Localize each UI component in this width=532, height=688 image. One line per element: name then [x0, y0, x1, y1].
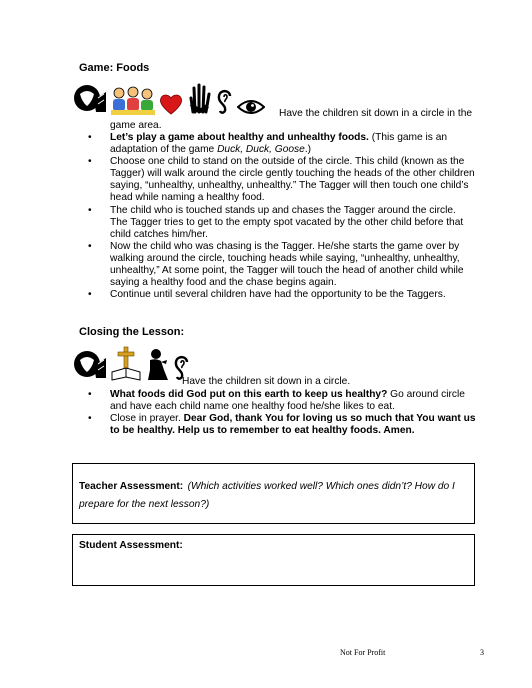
- heart-icon: [158, 92, 184, 116]
- game-steps-list: [110, 132, 476, 301]
- list-item: [110, 289, 476, 301]
- game-step-bold: Let’s play a game about healthy and unhealthy foods.: [110, 132, 369, 143]
- list-item: [110, 205, 476, 241]
- praying-head-icon: [72, 82, 108, 116]
- game-step-tail: .): [304, 144, 312, 156]
- teacher-assessment-question: (Which activities worked well? Which ones didn’t? How do I prepare for the next lesson?): [79, 481, 455, 510]
- praying-head-icon: [72, 348, 108, 382]
- closing-step-bold: What foods did God put on this earth to keep us healthy?: [110, 389, 388, 400]
- list-item: [110, 156, 476, 204]
- ear-icon: [216, 88, 234, 116]
- footer-note: Not For Profit: [340, 648, 386, 657]
- closing-intro: Have the children sit down in a circle.: [182, 376, 351, 387]
- game-heading: Game: Foods: [79, 62, 150, 74]
- student-assessment-box[interactable]: [72, 534, 475, 586]
- page-number: 3: [480, 648, 484, 657]
- closing-step-pre: Close in prayer.: [110, 413, 184, 425]
- game-intro-line2: game area.: [110, 120, 162, 131]
- teacher-assessment-content: [79, 476, 467, 512]
- children-group-icon: [111, 86, 155, 116]
- closing-steps-list: [110, 389, 476, 437]
- closing-heading: Closing the Lesson:: [79, 326, 185, 338]
- list-item: [110, 413, 476, 437]
- kneeling-child-icon: [144, 348, 170, 382]
- game-step-text: The child who is touched stands up and chases the Tagger around the circle. The Tagger tries to get to the empty spot vacated by the other child before that child catches him/her.: [110, 204, 464, 240]
- game-step-text: Continue until several children have had the opportunity to be the Taggers.: [110, 289, 446, 301]
- game-step-text: Choose one child to stand on the outside of the circle. This child (known as the Tagger) will walk around the circle gently touching the heads of the other children saying, “unhealthy, unhealthy, unhealthy.” The Tagger will then touch one child’s head while naming a healthy food.: [110, 156, 475, 204]
- hand-icon: [187, 82, 213, 116]
- game-step-italic: Duck, Duck, Goose: [217, 144, 305, 156]
- closing-icon-row: [72, 346, 191, 382]
- list-item: [110, 389, 476, 413]
- eye-icon: [237, 98, 265, 116]
- bible-cross-icon: [111, 346, 141, 382]
- list-item: [110, 241, 476, 289]
- student-assessment-title: Student Assessment:: [79, 540, 183, 551]
- game-intro-line1: Have the children sit down in a circle in the: [279, 108, 473, 119]
- game-step-text: (This game is an adaptation of the game: [110, 132, 448, 156]
- list-item: [110, 132, 476, 156]
- teacher-assessment-title: Teacher Assessment:: [79, 481, 184, 492]
- game-icon-row: [72, 82, 265, 116]
- closing-step-text: Go around circle and have each child name one healthy food he/she likes to eat.: [110, 389, 465, 413]
- closing-prayer-text: Dear God, thank You for loving us so much that You want us to be healthy. Help us to remember to eat healthy foods. Amen.: [110, 413, 476, 437]
- teacher-assessment-box[interactable]: [72, 463, 475, 524]
- game-step-text: Now the child who was chasing is the Tagger. He/she starts the game over by walking around the circle, touching heads while saying, “unhealthy, unhealthy, unhealthy,” At some point, the Tagger will touch the head of another child while saying a healthy food and the chase begins again.: [110, 240, 464, 289]
